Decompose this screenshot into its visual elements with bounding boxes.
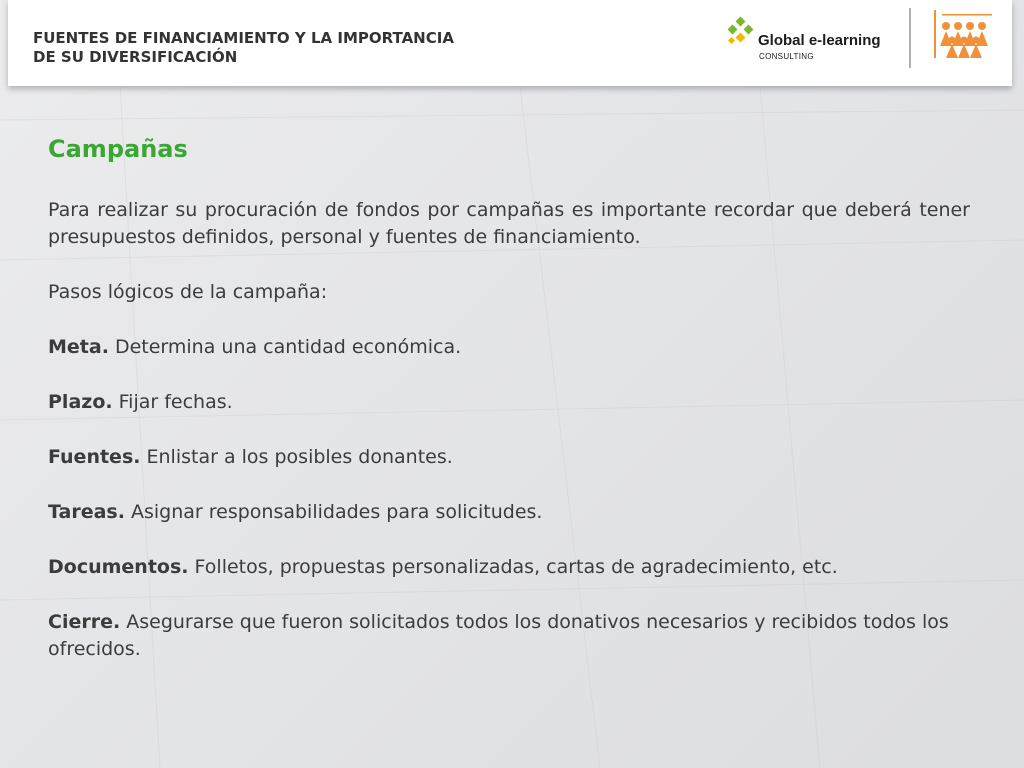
step-item	[48, 554, 970, 581]
step-term: Fuentes.	[48, 446, 141, 468]
step-item	[48, 334, 970, 361]
fundacion-logo-icon	[932, 6, 1002, 62]
header-title: FUENTES DE FINANCIAMIENTO Y LA IMPORTANCIA DE SU DIVERSIFICACIÓN	[33, 29, 454, 66]
step-term: Plazo.	[48, 391, 113, 413]
slide-header	[8, 0, 1012, 86]
step-item	[48, 389, 970, 416]
step-text: Determina una cantidad económica.	[108, 336, 462, 358]
step-text: Asegurarse que fueron solicitados todos los donativos necesarios y recibidos todos los ofrecidos.	[48, 611, 949, 660]
step-term: Tareas.	[48, 501, 125, 523]
step-text: Fijar fechas.	[112, 391, 233, 413]
slide-content	[48, 134, 970, 663]
step-term: Cierre.	[48, 611, 121, 633]
intro-paragraph: Para realizar su procuración de fondos por campañas es importante recordar que deberá tener presupuestos definidos, personal y fuentes de financiamiento.	[48, 199, 970, 248]
step-term: Meta.	[48, 336, 109, 358]
section-title: Campañas	[48, 135, 188, 163]
step-text: Folletos, propuestas personalizadas, cartas de agradecimiento, etc.	[188, 556, 838, 578]
step-text: Enlistar a los posibles donantes.	[140, 446, 453, 468]
logo-divider	[909, 8, 911, 68]
step-text: Asignar responsabilidades para solicitudes.	[124, 501, 543, 523]
step-item	[48, 444, 970, 471]
step-item	[48, 609, 970, 663]
global-elearning-sub: CONSULTING	[759, 52, 814, 61]
global-elearning-name: Global e-learning	[758, 32, 881, 49]
global-elearning-mark-icon	[726, 16, 756, 46]
steps-intro: Pasos lógicos de la campaña:	[48, 281, 328, 303]
step-term: Documentos.	[48, 556, 189, 578]
global-elearning-logo	[726, 16, 896, 66]
step-item	[48, 499, 970, 526]
